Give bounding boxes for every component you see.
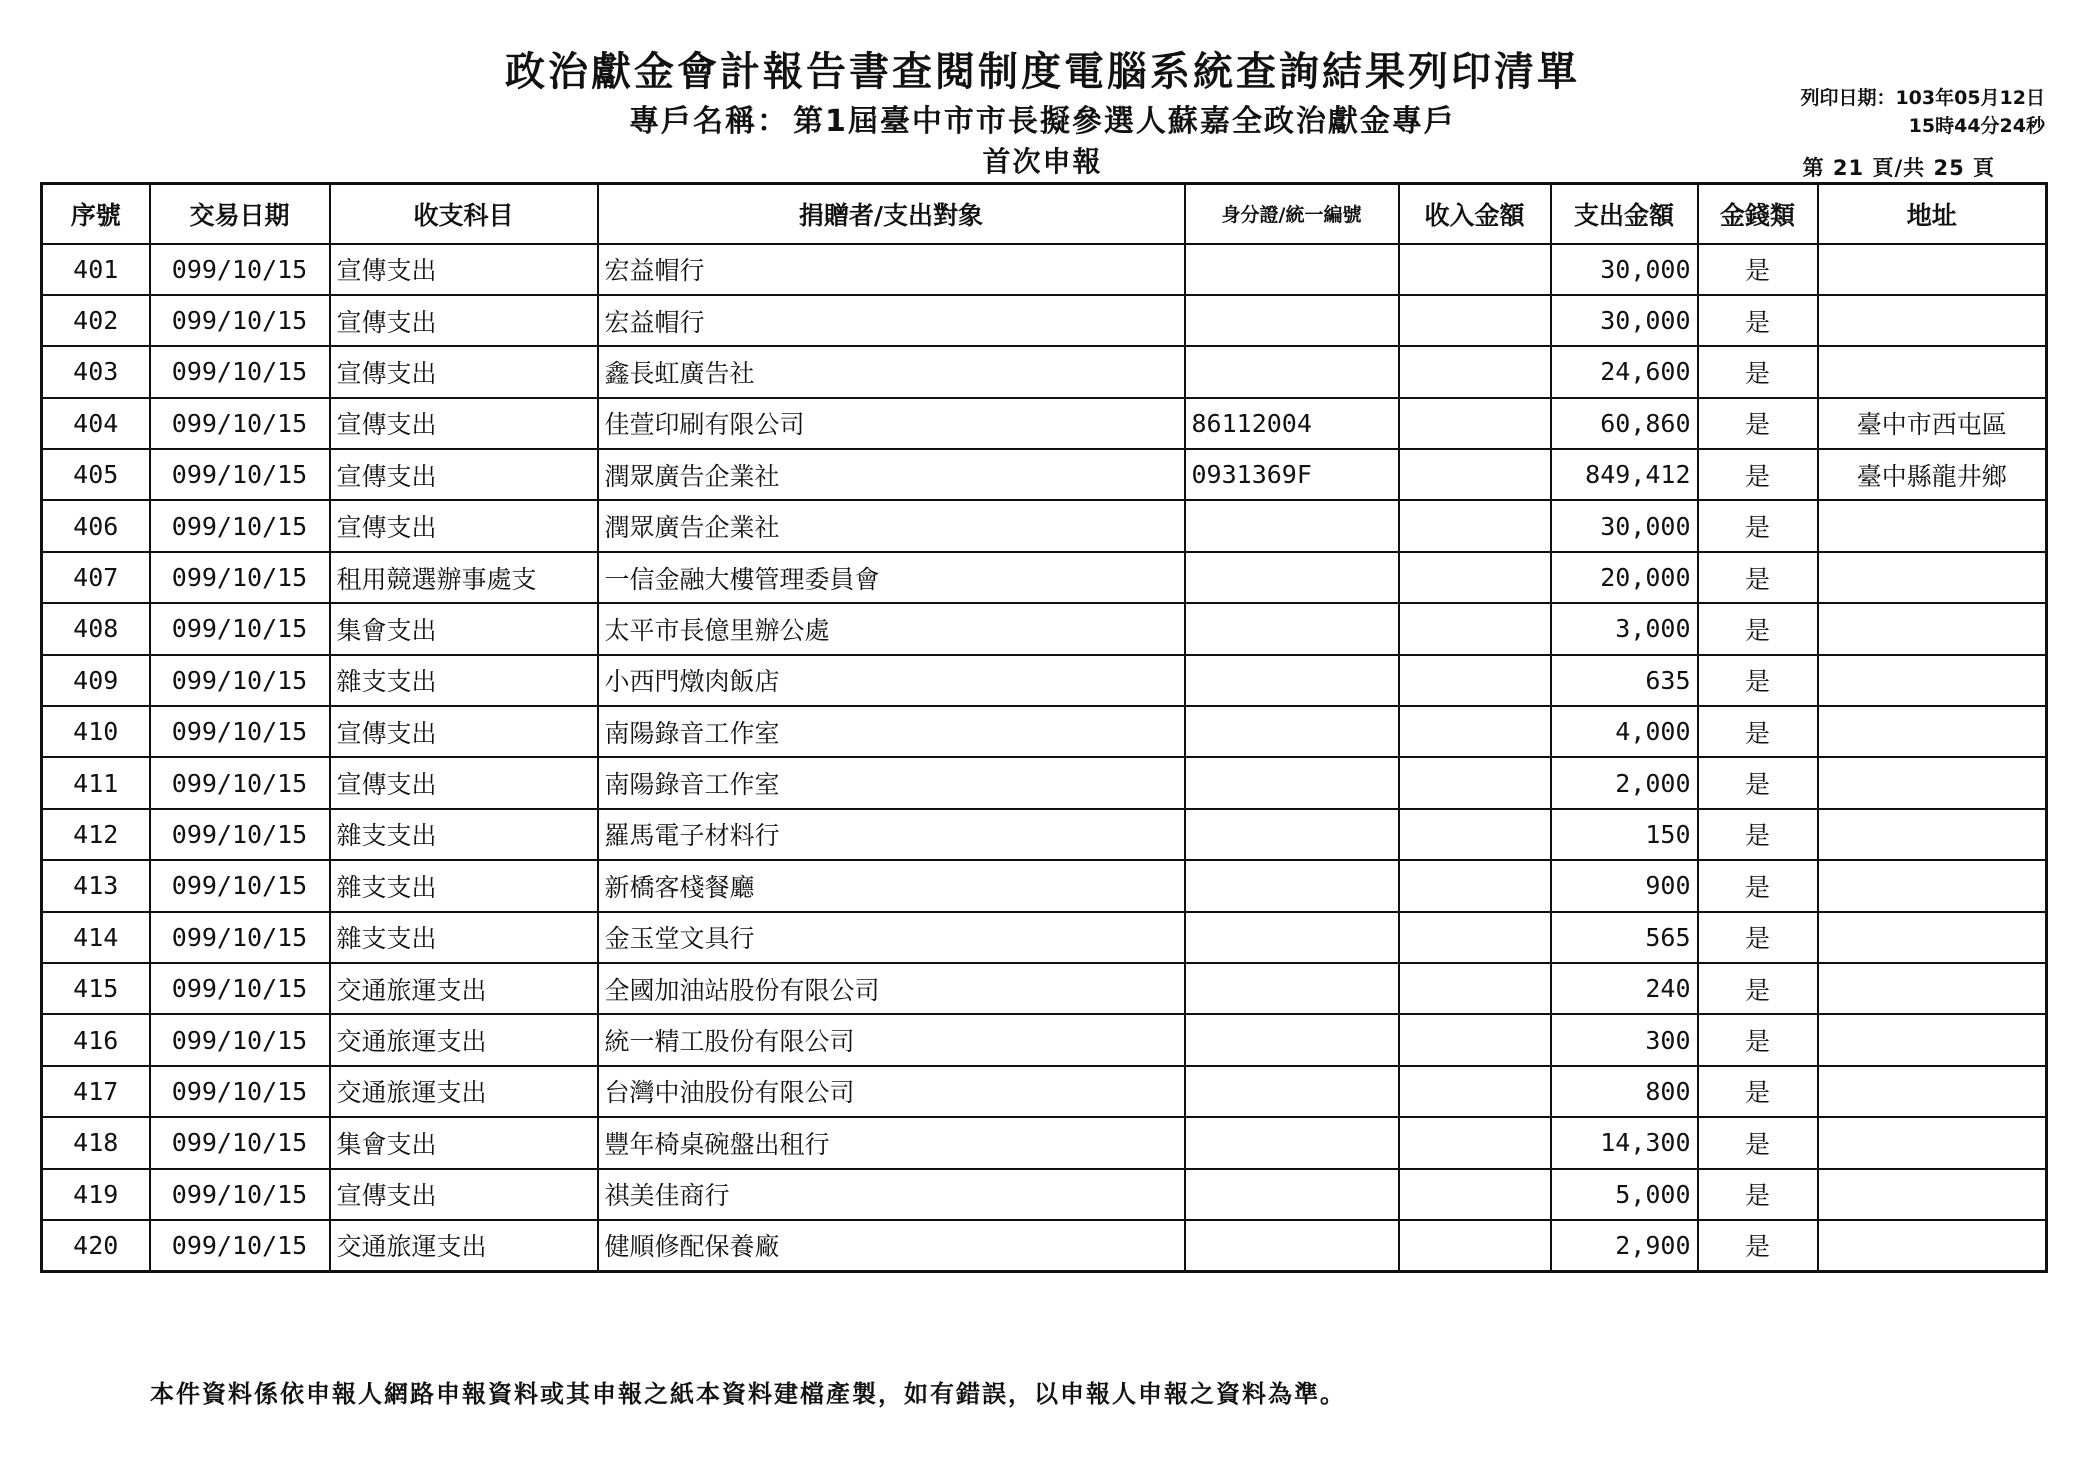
cell-cash: 是 (1698, 449, 1818, 500)
cell-address (1818, 244, 2047, 295)
cell-income (1399, 1117, 1551, 1168)
table-row (42, 449, 2047, 500)
table-row (42, 295, 2047, 346)
cell-address (1818, 1169, 2047, 1220)
cell-income (1399, 809, 1551, 860)
table-row (42, 963, 2047, 1014)
cell-cash: 是 (1698, 244, 1818, 295)
cell-no: 412 (42, 809, 150, 860)
cell-date: 099/10/15 (150, 860, 330, 911)
cell-expense: 4,000 (1551, 706, 1698, 757)
cell-date: 099/10/15 (150, 295, 330, 346)
cell-id (1185, 860, 1399, 911)
cell-date: 099/10/15 (150, 346, 330, 397)
cell-no: 408 (42, 603, 150, 654)
cell-expense: 30,000 (1551, 500, 1698, 551)
cell-income (1399, 1220, 1551, 1271)
cell-id (1185, 603, 1399, 654)
cell-cash: 是 (1698, 1169, 1818, 1220)
cell-category: 宣傳支出 (330, 1169, 598, 1220)
cell-id (1185, 552, 1399, 603)
cell-expense: 565 (1551, 912, 1698, 963)
print-date (1715, 84, 2045, 140)
cell-cash: 是 (1698, 1117, 1818, 1168)
cell-address (1818, 809, 2047, 860)
cell-category: 交通旅運支出 (330, 1066, 598, 1117)
cell-expense: 14,300 (1551, 1117, 1698, 1168)
cell-address (1818, 860, 2047, 911)
table-row (42, 603, 2047, 654)
cell-party: 豐年椅桌碗盤出租行 (598, 1117, 1185, 1168)
cell-expense: 30,000 (1551, 244, 1698, 295)
cell-income (1399, 860, 1551, 911)
cell-date: 099/10/15 (150, 1066, 330, 1117)
cell-id (1185, 1220, 1399, 1271)
cell-id (1185, 1117, 1399, 1168)
cell-category: 宣傳支出 (330, 500, 598, 551)
cell-date: 099/10/15 (150, 1220, 330, 1271)
col-header-address: 地址 (1818, 184, 2047, 244)
cell-no: 413 (42, 860, 150, 911)
cell-cash: 是 (1698, 860, 1818, 911)
cell-address (1818, 552, 2047, 603)
cell-date: 099/10/15 (150, 912, 330, 963)
cell-cash: 是 (1698, 1066, 1818, 1117)
cell-party: 全國加油站股份有限公司 (598, 963, 1185, 1014)
cell-no: 410 (42, 706, 150, 757)
cell-category: 雜支支出 (330, 912, 598, 963)
table-row (42, 1066, 2047, 1117)
cell-date: 099/10/15 (150, 809, 330, 860)
cell-expense: 800 (1551, 1066, 1698, 1117)
cell-category: 宣傳支出 (330, 398, 598, 449)
cell-cash: 是 (1698, 295, 1818, 346)
cell-id (1185, 809, 1399, 860)
cell-cash: 是 (1698, 398, 1818, 449)
cell-party: 台灣中油股份有限公司 (598, 1066, 1185, 1117)
cell-party: 健順修配保養廠 (598, 1220, 1185, 1271)
cell-income (1399, 295, 1551, 346)
cell-cash: 是 (1698, 500, 1818, 551)
cell-address (1818, 706, 2047, 757)
cell-no: 415 (42, 963, 150, 1014)
cell-expense: 2,900 (1551, 1220, 1698, 1271)
cell-category: 雜支支出 (330, 809, 598, 860)
cell-cash: 是 (1698, 1220, 1818, 1271)
cell-income (1399, 963, 1551, 1014)
cell-party: 金玉堂文具行 (598, 912, 1185, 963)
cell-date: 099/10/15 (150, 552, 330, 603)
cell-cash: 是 (1698, 655, 1818, 706)
cell-date: 099/10/15 (150, 500, 330, 551)
cell-no: 419 (42, 1169, 150, 1220)
cell-expense: 150 (1551, 809, 1698, 860)
document-title: 政治獻金會計報告書查閱制度電腦系統查詢結果列印清單 (505, 49, 1580, 95)
cell-no: 416 (42, 1014, 150, 1065)
cell-expense: 300 (1551, 1014, 1698, 1065)
cell-date: 099/10/15 (150, 244, 330, 295)
cell-date: 099/10/15 (150, 655, 330, 706)
cell-address (1818, 1066, 2047, 1117)
col-header-expense: 支出金額 (1551, 184, 1698, 244)
cell-category: 雜支支出 (330, 655, 598, 706)
cell-expense: 20,000 (1551, 552, 1698, 603)
cell-income (1399, 398, 1551, 449)
cell-expense: 5,000 (1551, 1169, 1698, 1220)
cell-address: 臺中縣龍井鄉 (1818, 449, 2047, 500)
cell-no: 409 (42, 655, 150, 706)
cell-address (1818, 295, 2047, 346)
cell-id (1185, 757, 1399, 808)
page-info: 第 21 頁/共 25 頁 (1802, 156, 1995, 180)
cell-no: 402 (42, 295, 150, 346)
cell-category: 宣傳支出 (330, 346, 598, 397)
cell-address (1818, 500, 2047, 551)
cell-no: 418 (42, 1117, 150, 1168)
cell-category: 租用競選辦事處支 (330, 552, 598, 603)
cell-address (1818, 963, 2047, 1014)
account-name: 第1屆臺中市市長擬參選人蘇嘉全政治獻金專戶 (793, 104, 1456, 139)
cell-no: 403 (42, 346, 150, 397)
cell-no: 401 (42, 244, 150, 295)
report-type: 首次申報 (982, 145, 1103, 178)
cell-cash: 是 (1698, 963, 1818, 1014)
cell-category: 宣傳支出 (330, 449, 598, 500)
cell-income (1399, 244, 1551, 295)
table-row (42, 552, 2047, 603)
cell-date: 099/10/15 (150, 603, 330, 654)
cell-party: 潤眾廣告企業社 (598, 449, 1185, 500)
cell-income (1399, 552, 1551, 603)
cell-date: 099/10/15 (150, 1169, 330, 1220)
cell-income (1399, 655, 1551, 706)
cell-party: 羅馬電子材料行 (598, 809, 1185, 860)
cell-address (1818, 1014, 2047, 1065)
cell-date: 099/10/15 (150, 1117, 330, 1168)
cell-date: 099/10/15 (150, 449, 330, 500)
cell-expense: 240 (1551, 963, 1698, 1014)
col-header-income: 收入金額 (1399, 184, 1551, 244)
col-header-id: 身分證/統一編號 (1185, 184, 1399, 244)
cell-cash: 是 (1698, 912, 1818, 963)
cell-income (1399, 449, 1551, 500)
cell-id (1185, 706, 1399, 757)
cell-no: 417 (42, 1066, 150, 1117)
col-header-party: 捐贈者/支出對象 (598, 184, 1185, 244)
cell-party: 一信金融大樓管理委員會 (598, 552, 1185, 603)
cell-party: 佳萱印刷有限公司 (598, 398, 1185, 449)
col-header-category: 收支科目 (330, 184, 598, 244)
cell-party: 統一精工股份有限公司 (598, 1014, 1185, 1065)
table-header-row (42, 184, 2047, 244)
cell-id (1185, 244, 1399, 295)
cell-party: 小西門燉肉飯店 (598, 655, 1185, 706)
cell-party: 祺美佳商行 (598, 1169, 1185, 1220)
cell-date: 099/10/15 (150, 398, 330, 449)
cell-party: 南陽錄音工作室 (598, 706, 1185, 757)
cell-address (1818, 1220, 2047, 1271)
table-row (42, 1220, 2047, 1271)
records-table (40, 182, 2048, 1273)
cell-address: 臺中市西屯區 (1818, 398, 2047, 449)
table-row (42, 912, 2047, 963)
cell-id (1185, 655, 1399, 706)
cell-address (1818, 603, 2047, 654)
cell-no: 404 (42, 398, 150, 449)
cell-address (1818, 655, 2047, 706)
cell-income (1399, 1169, 1551, 1220)
cell-party: 宏益帽行 (598, 244, 1185, 295)
cell-income (1399, 706, 1551, 757)
cell-party: 潤眾廣告企業社 (598, 500, 1185, 551)
cell-expense: 900 (1551, 860, 1698, 911)
table-row (42, 1117, 2047, 1168)
cell-expense: 2,000 (1551, 757, 1698, 808)
table-row (42, 500, 2047, 551)
cell-address (1818, 346, 2047, 397)
cell-no: 414 (42, 912, 150, 963)
cell-id (1185, 963, 1399, 1014)
cell-party: 鑫長虹廣告社 (598, 346, 1185, 397)
table-row (42, 809, 2047, 860)
cell-category: 宣傳支出 (330, 757, 598, 808)
cell-id (1185, 500, 1399, 551)
account-label: 專戶名稱： (629, 104, 790, 139)
print-date-line1: 列印日期：103年05月12日 (1800, 87, 2045, 109)
table-row (42, 860, 2047, 911)
cell-cash: 是 (1698, 809, 1818, 860)
cell-income (1399, 757, 1551, 808)
cell-no: 411 (42, 757, 150, 808)
cell-category: 交通旅運支出 (330, 963, 598, 1014)
cell-id (1185, 295, 1399, 346)
cell-address (1818, 757, 2047, 808)
cell-expense: 3,000 (1551, 603, 1698, 654)
col-header-no: 序號 (42, 184, 150, 244)
cell-id (1185, 1014, 1399, 1065)
cell-expense: 849,412 (1551, 449, 1698, 500)
cell-category: 宣傳支出 (330, 706, 598, 757)
table-row (42, 1169, 2047, 1220)
cell-id (1185, 346, 1399, 397)
col-header-cash: 金錢類 (1698, 184, 1818, 244)
cell-id: 86112004 (1185, 398, 1399, 449)
cell-party: 宏益帽行 (598, 295, 1185, 346)
cell-cash: 是 (1698, 706, 1818, 757)
cell-income (1399, 1066, 1551, 1117)
cell-cash: 是 (1698, 757, 1818, 808)
cell-date: 099/10/15 (150, 1014, 330, 1065)
cell-cash: 是 (1698, 552, 1818, 603)
table-row (42, 1014, 2047, 1065)
cell-category: 宣傳支出 (330, 244, 598, 295)
cell-date: 099/10/15 (150, 757, 330, 808)
cell-party: 南陽錄音工作室 (598, 757, 1185, 808)
print-date-line2: 15時44分24秒 (1908, 115, 2045, 137)
cell-expense: 60,860 (1551, 398, 1698, 449)
cell-party: 新橋客棧餐廳 (598, 860, 1185, 911)
cell-cash: 是 (1698, 346, 1818, 397)
cell-id (1185, 1066, 1399, 1117)
cell-category: 交通旅運支出 (330, 1014, 598, 1065)
cell-category: 雜支支出 (330, 860, 598, 911)
cell-cash: 是 (1698, 603, 1818, 654)
table-row (42, 398, 2047, 449)
cell-date: 099/10/15 (150, 963, 330, 1014)
cell-expense: 24,600 (1551, 346, 1698, 397)
table-row (42, 706, 2047, 757)
cell-category: 宣傳支出 (330, 295, 598, 346)
cell-income (1399, 603, 1551, 654)
cell-category: 集會支出 (330, 603, 598, 654)
cell-no: 420 (42, 1220, 150, 1271)
cell-no: 407 (42, 552, 150, 603)
cell-id (1185, 912, 1399, 963)
cell-income (1399, 346, 1551, 397)
cell-category: 交通旅運支出 (330, 1220, 598, 1271)
table-body (42, 244, 2047, 1272)
cell-category: 集會支出 (330, 1117, 598, 1168)
cell-no: 405 (42, 449, 150, 500)
cell-id: 0931369F (1185, 449, 1399, 500)
cell-cash: 是 (1698, 1014, 1818, 1065)
table-row (42, 655, 2047, 706)
table-row (42, 346, 2047, 397)
cell-party: 太平市長億里辦公處 (598, 603, 1185, 654)
cell-id (1185, 1169, 1399, 1220)
cell-no: 406 (42, 500, 150, 551)
cell-income (1399, 912, 1551, 963)
table-row (42, 757, 2047, 808)
col-header-date: 交易日期 (150, 184, 330, 244)
cell-income (1399, 1014, 1551, 1065)
cell-address (1818, 1117, 2047, 1168)
cell-expense: 30,000 (1551, 295, 1698, 346)
cell-income (1399, 500, 1551, 551)
cell-date: 099/10/15 (150, 706, 330, 757)
cell-expense: 635 (1551, 655, 1698, 706)
cell-address (1818, 912, 2047, 963)
footer-note: 本件資料係依申報人網路申報資料或其申報之紙本資料建檔產製，如有錯誤，以申報人申報之資料為準。 (150, 1380, 1346, 1408)
table-row (42, 244, 2047, 295)
